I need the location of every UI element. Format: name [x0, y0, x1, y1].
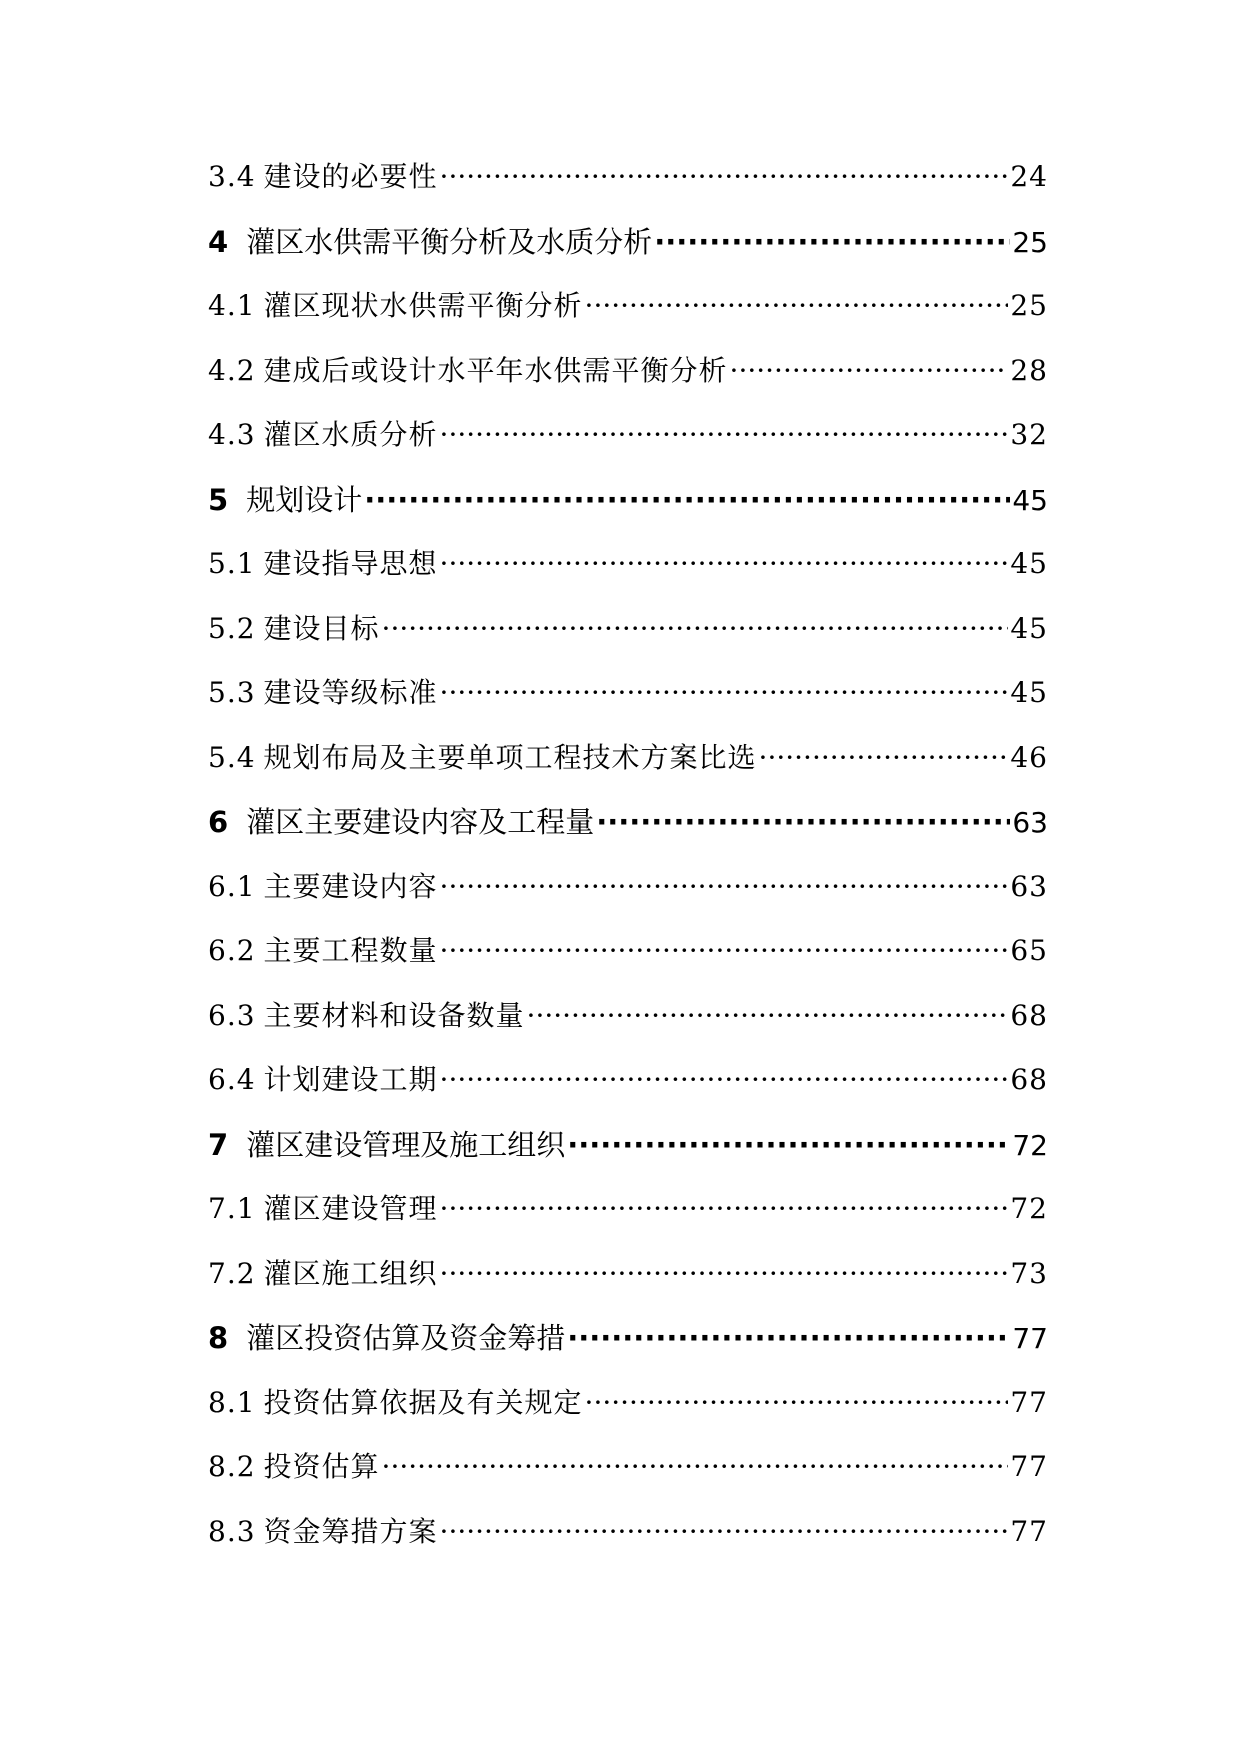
toc-chapter-entry[interactable]: [208, 800, 1048, 865]
dot-leader: [567, 1321, 1010, 1355]
toc-entry-page: 45: [1010, 676, 1048, 709]
toc-chapter-number: 5: [208, 482, 229, 517]
toc-entry-number: 6.2: [208, 934, 256, 967]
toc-chapter-title: 规划设计: [246, 482, 363, 517]
toc-entry-page: 65: [1010, 934, 1048, 967]
dot-leader: [440, 1192, 1009, 1225]
toc-entry[interactable]: [208, 607, 1048, 672]
toc-entry[interactable]: [208, 1187, 1048, 1252]
dot-leader: [567, 1128, 1010, 1162]
toc-chapter-entry[interactable]: [208, 478, 1048, 543]
table-of-contents: [208, 155, 1048, 1574]
toc-entry-title: 建设的必要性: [263, 160, 438, 193]
dot-leader: [585, 1386, 1009, 1419]
toc-entry-number: 8.1: [208, 1385, 256, 1419]
toc-entry-page: 72: [1010, 1192, 1048, 1225]
dot-leader: [440, 676, 1009, 709]
toc-entry-page: 77: [1010, 1514, 1048, 1548]
toc-entry-title: 主要工程数量: [263, 934, 438, 967]
toc-entry-page: 77: [1010, 1450, 1048, 1483]
dot-leader: [440, 418, 1009, 451]
toc-chapter-page: 72: [1012, 1128, 1048, 1162]
dot-leader: [382, 612, 1009, 645]
toc-chapter-title: 灌区水供需平衡分析及水质分析: [246, 224, 653, 259]
toc-entry-number: 5.2: [208, 611, 256, 645]
toc-chapter-page: 77: [1012, 1322, 1048, 1355]
toc-entry-number: 4.1: [208, 289, 256, 322]
toc-entry-title: 资金筹措方案: [263, 1514, 438, 1548]
toc-entry[interactable]: [208, 865, 1048, 930]
toc-entry-page: 68: [1010, 1063, 1048, 1096]
toc-entry-page: 68: [1010, 998, 1048, 1032]
toc-entry[interactable]: [208, 671, 1048, 736]
toc-entry-title: 计划建设工期: [263, 1063, 438, 1096]
toc-entry-number: 6.3: [208, 998, 256, 1032]
toc-chapter-number: 7: [208, 1127, 229, 1162]
toc-entry-number: 3.4: [208, 160, 256, 193]
toc-entry-title: 规划布局及主要单项工程技术方案比选: [263, 740, 757, 774]
toc-entry-page: 46: [1010, 740, 1048, 774]
toc-entry-title: 灌区水质分析: [263, 418, 438, 451]
dot-leader: [730, 354, 1009, 387]
toc-chapter-title: 灌区主要建设内容及工程量: [246, 805, 595, 839]
toc-entry-title: 主要建设内容: [263, 869, 438, 903]
toc-chapter-title: 灌区投资估算及资金筹措: [246, 1321, 566, 1355]
toc-entry[interactable]: [208, 1381, 1048, 1446]
toc-entry-number: 8.3: [208, 1514, 256, 1548]
dot-leader: [440, 1063, 1009, 1096]
toc-chapter-entry[interactable]: [208, 1316, 1048, 1381]
toc-chapter-title: 灌区建设管理及施工组织: [246, 1127, 566, 1162]
toc-entry-title: 建设指导思想: [263, 547, 438, 580]
toc-entry[interactable]: [208, 994, 1048, 1059]
toc-entry[interactable]: [208, 542, 1048, 607]
toc-entry-number: 6.4: [208, 1063, 256, 1096]
toc-entry[interactable]: [208, 736, 1048, 801]
toc-entry-page: 25: [1010, 289, 1048, 322]
toc-chapter-page: 63: [1012, 806, 1048, 839]
dot-leader: [364, 483, 1010, 517]
toc-entry-page: 24: [1010, 160, 1048, 193]
toc-chapter-entry[interactable]: [208, 220, 1048, 285]
dot-leader: [440, 934, 1009, 967]
toc-entry-title: 灌区建设管理: [263, 1192, 438, 1225]
toc-entry-page: 45: [1010, 611, 1048, 645]
toc-entry[interactable]: [208, 1058, 1048, 1123]
dot-leader: [596, 805, 1010, 839]
dot-leader: [759, 741, 1009, 774]
dot-leader: [440, 1515, 1009, 1548]
toc-chapter-number: 4: [208, 224, 229, 259]
toc-chapter-page: 25: [1012, 225, 1048, 259]
toc-entry[interactable]: [208, 1252, 1048, 1317]
toc-entry[interactable]: [208, 1445, 1048, 1510]
toc-entry-title: 灌区现状水供需平衡分析: [263, 289, 583, 322]
dot-leader: [382, 1450, 1009, 1483]
toc-chapter-page: 45: [1012, 483, 1048, 517]
toc-entry[interactable]: [208, 929, 1048, 994]
toc-entry-title: 灌区施工组织: [263, 1256, 438, 1290]
toc-chapter-number: 6: [208, 805, 229, 839]
dot-leader: [440, 1257, 1009, 1290]
toc-entry-page: 28: [1010, 353, 1048, 387]
toc-entry-title: 建设等级标准: [263, 676, 438, 709]
toc-entry-page: 77: [1010, 1385, 1048, 1419]
toc-entry-title: 主要材料和设备数量: [263, 998, 525, 1032]
toc-entry[interactable]: [208, 413, 1048, 478]
toc-entry-number: 5.3: [208, 676, 256, 709]
toc-entry-page: 45: [1010, 547, 1048, 580]
dot-leader: [527, 999, 1009, 1032]
toc-entry-title: 投资估算: [263, 1450, 380, 1483]
toc-chapter-entry[interactable]: [208, 1123, 1048, 1188]
dot-leader: [654, 225, 1010, 259]
dot-leader: [585, 289, 1009, 322]
toc-entry[interactable]: [208, 155, 1048, 220]
toc-chapter-number: 8: [208, 1321, 229, 1355]
toc-entry-number: 4.3: [208, 418, 256, 451]
toc-entry-page: 73: [1010, 1256, 1048, 1290]
toc-entry[interactable]: [208, 1510, 1048, 1575]
toc-entry-number: 5.1: [208, 547, 256, 580]
toc-entry-number: 6.1: [208, 869, 256, 903]
toc-entry[interactable]: [208, 284, 1048, 349]
toc-entry-number: 7.1: [208, 1192, 256, 1225]
toc-entry-number: 8.2: [208, 1450, 256, 1483]
toc-entry-number: 4.2: [208, 353, 256, 387]
toc-entry-number: 7.2: [208, 1256, 256, 1290]
toc-entry[interactable]: [208, 349, 1048, 414]
dot-leader: [440, 160, 1009, 193]
toc-entry-page: 32: [1010, 418, 1048, 451]
toc-entry-number: 5.4: [208, 740, 256, 774]
toc-entry-title: 投资估算依据及有关规定: [263, 1385, 583, 1419]
toc-entry-page: 63: [1010, 869, 1048, 903]
dot-leader: [440, 870, 1009, 903]
toc-entry-title: 建设目标: [263, 611, 380, 645]
dot-leader: [440, 547, 1009, 580]
toc-entry-title: 建成后或设计水平年水供需平衡分析: [263, 353, 728, 387]
